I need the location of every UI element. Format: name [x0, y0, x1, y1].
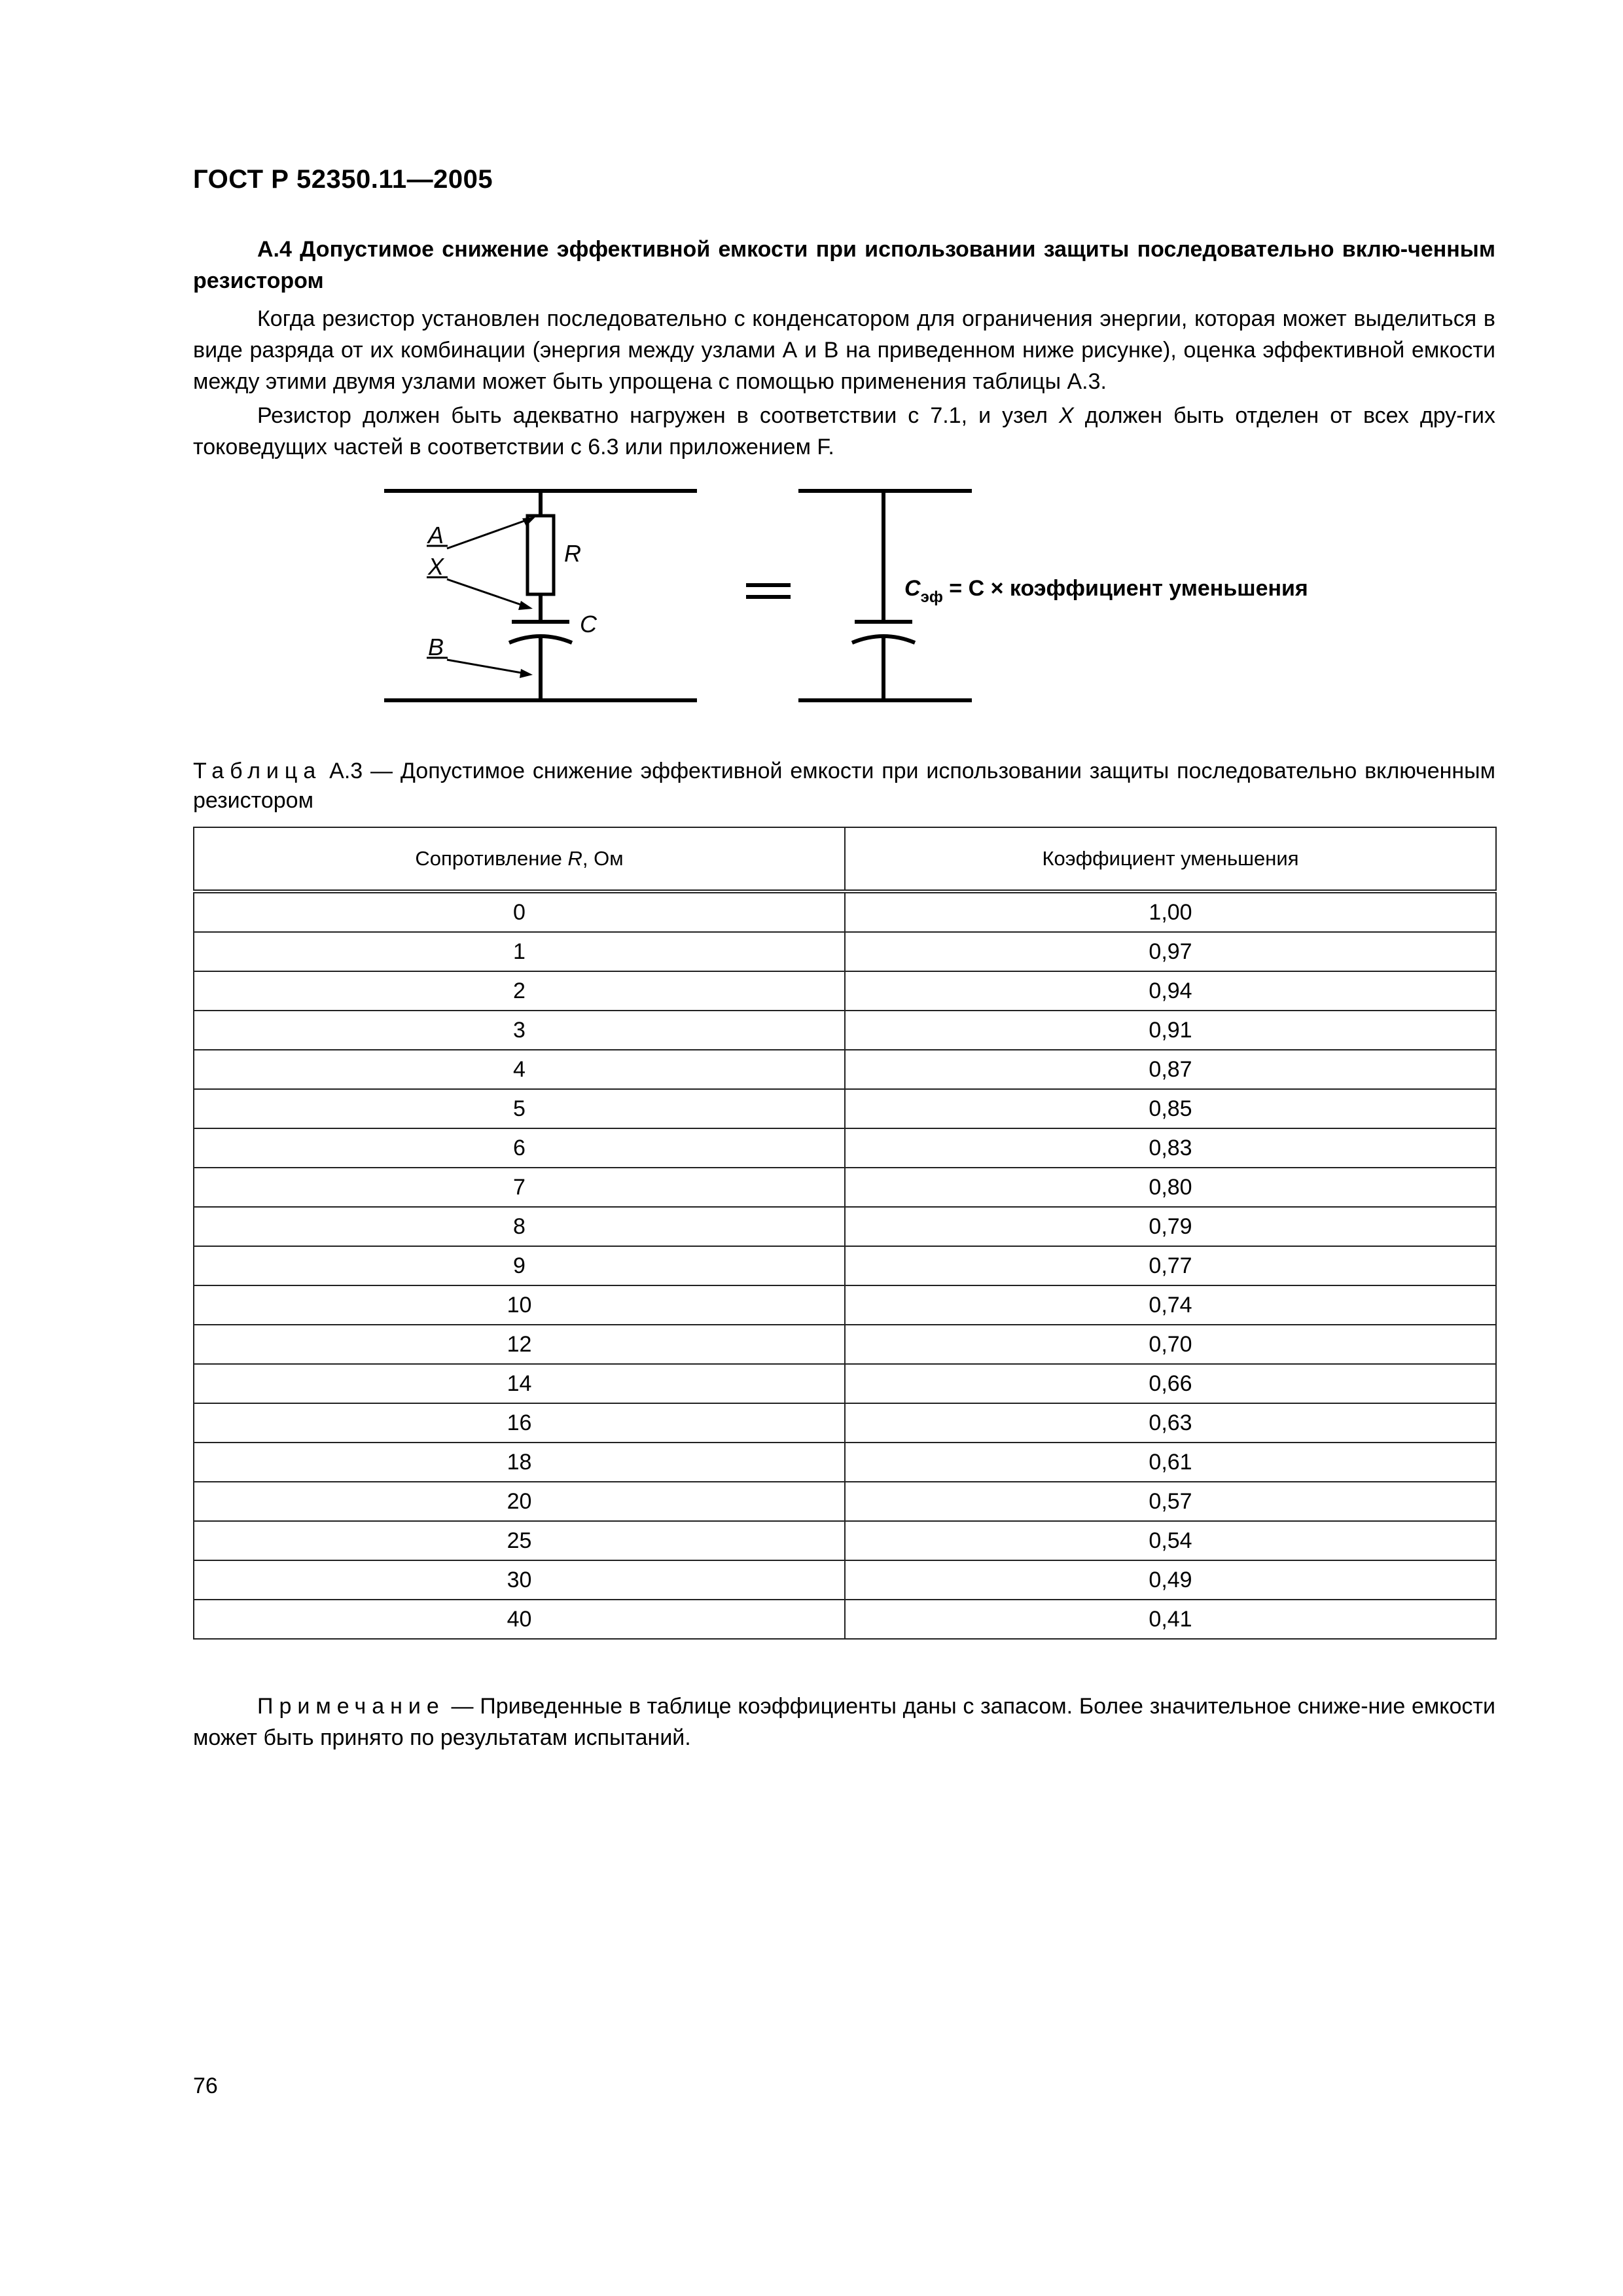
paragraph-1: Когда резистор установлен последовательно с конденсатором для ограничения энергии, которая может выделиться в виде разряда от их комбинации (энергия между узлами А и В на приведенном ниже рисунке), оценка эффективной емкости между этими двумя узлами может быть упрощена с помощью применения таблицы А.3.: [193, 306, 1495, 394]
arrow-x: [447, 579, 529, 607]
table-row: [194, 1207, 1496, 1246]
label-x: X: [428, 553, 444, 580]
table-row: [194, 971, 1496, 1011]
resistance-cell: 12: [194, 1325, 845, 1364]
factor-cell: 1,00: [845, 891, 1496, 932]
column-header-resistance-unit: , Ом: [582, 847, 624, 870]
resistance-cell: 3: [194, 1011, 845, 1050]
page-number: 76: [193, 2073, 218, 2098]
table-row: [194, 1325, 1496, 1364]
label-c: C: [580, 611, 597, 637]
factor-cell: 0,54: [845, 1521, 1496, 1560]
resistance-cell: 1: [194, 932, 845, 971]
resistance-cell: 18: [194, 1443, 845, 1482]
factor-cell: 0,49: [845, 1560, 1496, 1600]
resistance-cell: 2: [194, 971, 845, 1011]
paragraph-2-end: должен быть отделен от всех дру-гих токоведущих частей в соответствии с 6.3 или приложением F.: [193, 403, 1495, 459]
table-row: [194, 1521, 1496, 1560]
resistance-cell: 8: [194, 1207, 845, 1246]
factor-cell: 0,74: [845, 1285, 1496, 1325]
resistance-cell: 5: [194, 1089, 845, 1128]
column-header-factor: Коэффициент уменьшения: [845, 827, 1496, 891]
formula: [904, 576, 1308, 606]
resistance-cell: 25: [194, 1521, 845, 1560]
factor-cell: 0,79: [845, 1207, 1496, 1246]
factor-cell: 0,80: [845, 1168, 1496, 1207]
factor-cell: 0,66: [845, 1364, 1496, 1403]
resistance-cell: 30: [194, 1560, 845, 1600]
factor-cell: 0,77: [845, 1246, 1496, 1285]
table-row: [194, 1443, 1496, 1482]
label-b: B: [428, 634, 444, 660]
arrowhead-b: [520, 669, 533, 678]
table-row: [194, 932, 1496, 971]
table-row: [194, 1560, 1496, 1600]
table-row: [194, 1246, 1496, 1285]
paragraph-2-start: Резистор должен быть адекватно нагружен в соответствии с 7.1, и узел: [257, 403, 1060, 428]
factor-cell: 0,83: [845, 1128, 1496, 1168]
column-header-resistance: [194, 827, 845, 891]
formula-rest: = C × коэффициент уменьшения: [942, 576, 1308, 601]
resistance-cell: 6: [194, 1128, 845, 1168]
document-code: ГОСТ Р 52350.11—2005: [193, 165, 493, 194]
factor-cell: 0,61: [845, 1443, 1496, 1482]
circuit-diagram: [366, 478, 1348, 720]
reduction-factor-table: [193, 827, 1497, 1640]
column-header-resistance-text: Сопротивление: [415, 847, 568, 870]
factor-cell: 0,85: [845, 1089, 1496, 1128]
section-title: А.4 Допустимое снижение эффективной емкости при использовании защиты последовательно вклю-ченным резистором: [193, 237, 1495, 293]
factor-cell: 0,70: [845, 1325, 1496, 1364]
table-row: [194, 1089, 1496, 1128]
resistance-cell: 10: [194, 1285, 845, 1325]
formula-c: C: [904, 576, 921, 601]
table-header-row: [194, 827, 1496, 891]
factor-cell: 0,57: [845, 1482, 1496, 1521]
resistance-cell: 14: [194, 1364, 845, 1403]
factor-cell: 0,41: [845, 1600, 1496, 1639]
resistance-cell: 0: [194, 891, 845, 932]
resistance-cell: 7: [194, 1168, 845, 1207]
arrow-a: [447, 518, 531, 548]
note-text: — Приведенные в таблице коэффициенты даны с запасом. Более значительное сниже-ние емкости может быть принято по результатам испытаний.: [193, 1694, 1495, 1750]
node-x-label: X: [1059, 403, 1074, 428]
circuit-diagram-svg: [366, 478, 1348, 720]
column-header-resistance-var: R: [567, 847, 582, 870]
resistance-cell: 16: [194, 1403, 845, 1443]
resistance-cell: 4: [194, 1050, 845, 1089]
table-row: [194, 891, 1496, 932]
factor-cell: 0,87: [845, 1050, 1496, 1089]
table-row: [194, 1482, 1496, 1521]
factor-cell: 0,91: [845, 1011, 1496, 1050]
arrow-b: [447, 660, 529, 674]
table-row: [194, 1168, 1496, 1207]
table-row: [194, 1403, 1496, 1443]
table-row: [194, 1285, 1496, 1325]
resistance-cell: 20: [194, 1482, 845, 1521]
table-row: [194, 1128, 1496, 1168]
table-row: [194, 1011, 1496, 1050]
resistance-cell: 40: [194, 1600, 845, 1639]
label-a: A: [428, 522, 444, 548]
label-r: R: [564, 540, 581, 567]
table-row: [194, 1364, 1496, 1403]
table-caption: [193, 757, 1495, 816]
formula-subscript: эф: [920, 588, 943, 606]
paragraph-2: [193, 400, 1495, 463]
table-caption-word: Таблица: [193, 759, 322, 783]
arrowhead-x: [518, 601, 533, 610]
table-note: [193, 1691, 1495, 1753]
factor-cell: 0,94: [845, 971, 1496, 1011]
table-caption-text: А.3 — Допустимое снижение эффективной емкости при использовании защиты последовательно включенным резистором: [193, 759, 1495, 813]
table-row: [194, 1050, 1496, 1089]
resistor-symbol: [527, 516, 554, 594]
table-row: [194, 1600, 1496, 1639]
note-label: Примечание: [257, 1694, 445, 1719]
factor-cell: 0,63: [845, 1403, 1496, 1443]
factor-cell: 0,97: [845, 932, 1496, 971]
resistance-cell: 9: [194, 1246, 845, 1285]
